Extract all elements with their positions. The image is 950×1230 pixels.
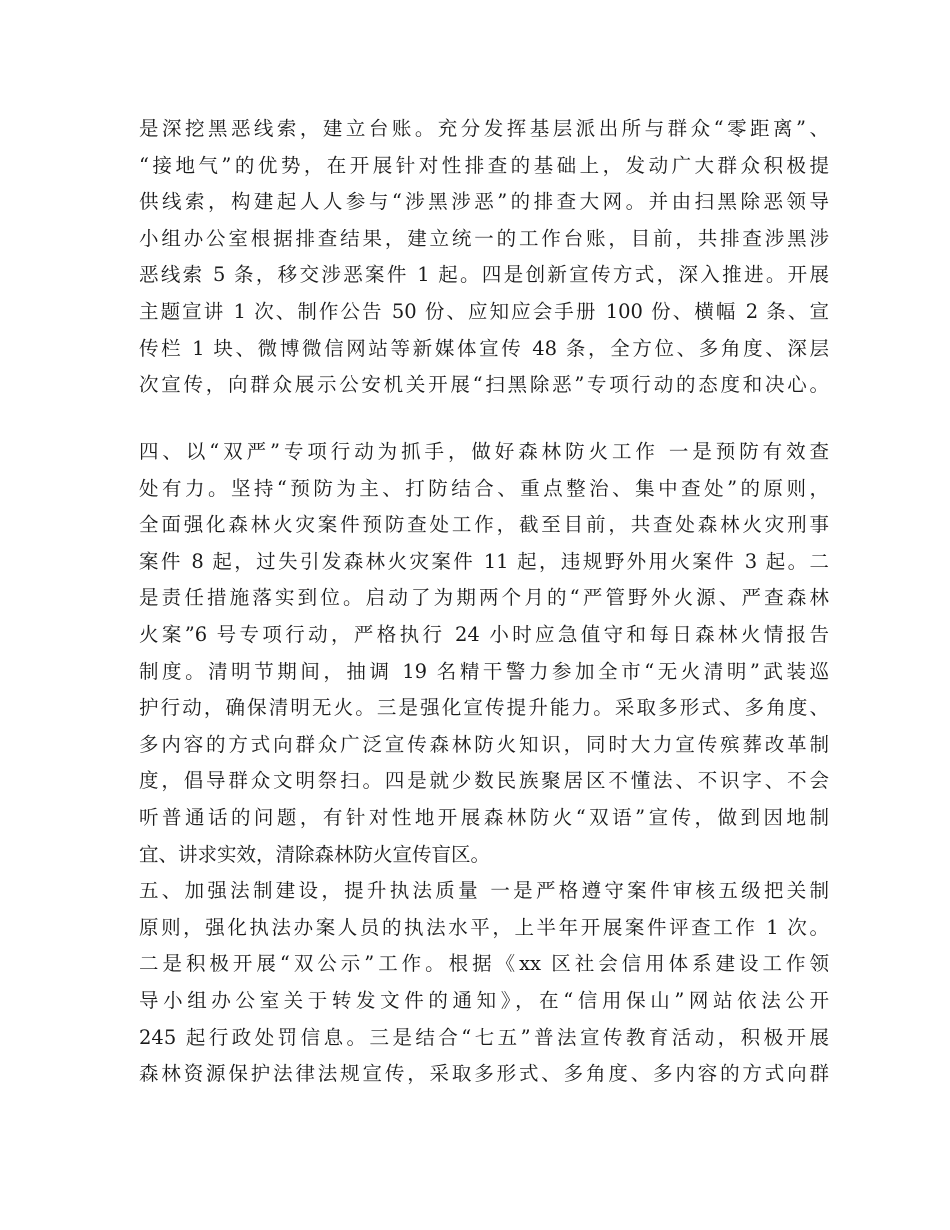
text-line: 小组办公室根据排查结果，建立统一的工作台账，目前，共排查涉黑涉 [139, 226, 829, 250]
text-line: 原则，强化执法办案人员的执法水平，上半年开展案件评查工作 1 次。 [139, 915, 829, 939]
text-line: 245 起行政处罚信息。三是结合“七五”普法宣传教育活动，积极开展 [139, 1025, 829, 1049]
text-line: 处有力。坚持“预防为主、打防结合、重点整治、集中查处”的原则， [139, 476, 829, 500]
text-line: 导小组办公室关于转发文件的通知》，在“信用保山”网站依法公开 [139, 988, 829, 1012]
text-line: 听普通话的问题，有针对性地开展森林防火“双语”宣传，做到因地制 [139, 805, 829, 829]
text-line: 火案”6 号专项行动，严格执行 24 小时应急值守和每日森林火情报告 [139, 622, 829, 646]
text-line: 护行动，确保清明无火。三是强化宣传提升能力。采取多形式、多角度、 [139, 696, 829, 720]
section-heading-line: 五、加强法制建设，提升执法质量 一是严格遵守案件审核五级把关制 [139, 879, 829, 903]
paragraph-anti-crime-campaign [139, 111, 829, 404]
text-line: 制度。清明节期间，抽调 19 名精干警力参加全市“无火清明”武装巡 [139, 659, 829, 683]
text-line: 多内容的方式向群众广泛宣传森林防火知识，同时大力宣传殡葬改革制 [139, 732, 829, 756]
section-heading-line: 四、以“双严”专项行动为抓手，做好森林防火工作 一是预防有效查 [139, 440, 829, 463]
text-line: 恶线索 5 条，移交涉恶案件 1 起。四是创新宣传方式，深入推进。开展 [139, 263, 829, 287]
text-line: 供线索，构建起人人参与“涉黑涉恶”的排查大网。并由扫黑除恶领导 [139, 190, 829, 214]
text-line: 传栏 1 块、微博微信网站等新媒体宣传 48 条，全方位、多角度、深层 [139, 336, 829, 360]
text-line: 二是积极开展“双公示”工作。根据《xx 区社会信用体系建设工作领 [139, 952, 829, 976]
text-line: 度，倡导群众文明祭扫。四是就少数民族聚居区不懂法、不识字、不会 [139, 769, 829, 793]
text-line: 是深挖黑恶线索，建立台账。充分发挥基层派出所与群众“零距离”、 [139, 117, 829, 140]
text-line: “接地气”的优势，在开展针对性排查的基础上，发动广大群众积极提 [139, 153, 829, 177]
text-line: 全面强化森林火灾案件预防查处工作，截至目前，共查处森林火灾刑事 [139, 513, 829, 537]
paragraph-forest-fire-and-legal [139, 434, 829, 1093]
text-line: 森林资源保护法律法规宣传，采取多形式、多角度、多内容的方式向群 [139, 1062, 829, 1086]
text-line: 宜、讲求实效，清除森林防火宣传盲区。 [139, 842, 491, 866]
text-line: 是责任措施落实到位。启动了为期两个月的“严管野外火源、严查森林 [139, 586, 829, 610]
text-line: 次宣传，向群众展示公安机关开展“扫黑除恶”专项行动的态度和决心。 [139, 373, 829, 397]
text-line: 案件 8 起，过失引发森林火灾案件 11 起，违规野外用火案件 3 起。二 [139, 549, 829, 573]
text-line: 主题宣讲 1 次、制作公告 50 份、应知应会手册 100 份、横幅 2 条、宣 [139, 299, 829, 323]
